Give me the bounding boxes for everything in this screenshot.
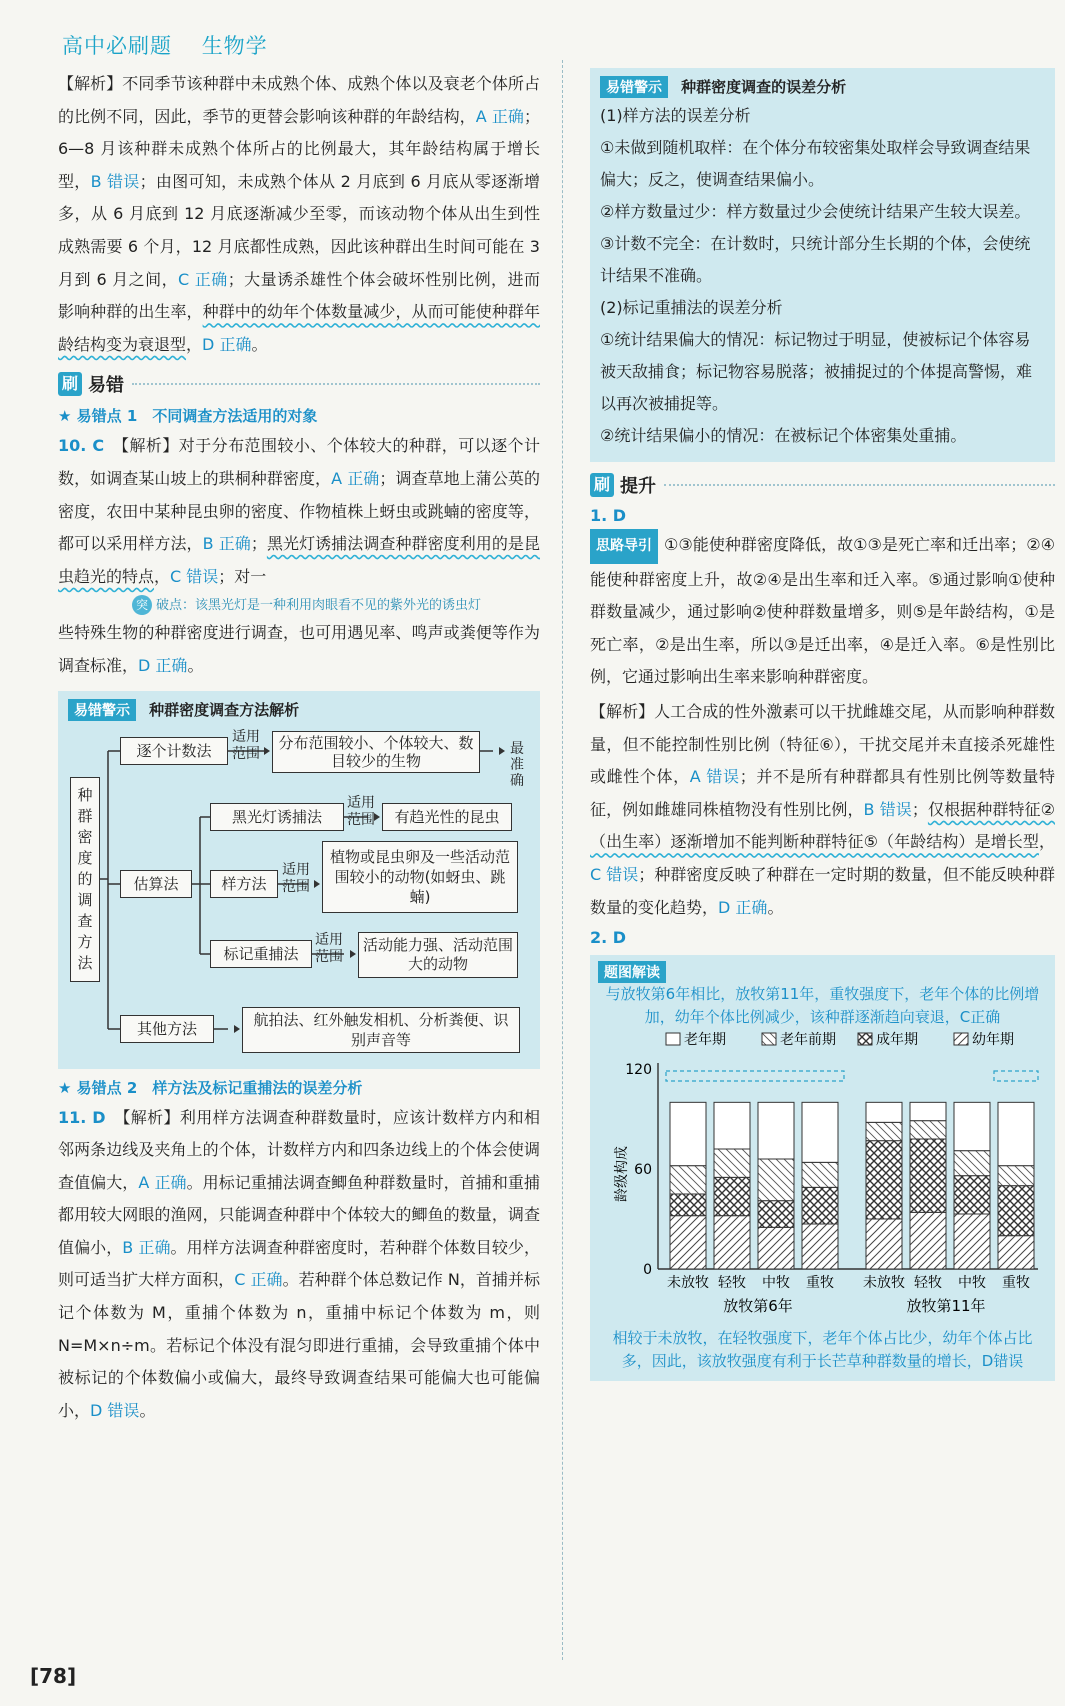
bar-segment (670, 1194, 706, 1216)
bar-segment (802, 1224, 838, 1269)
x-tick-label: 中牧 (958, 1275, 986, 1292)
bar-segment (714, 1216, 750, 1269)
bar-segment (866, 1122, 902, 1140)
breakthrough-icon: 突 (132, 595, 152, 615)
method-quadrat: 样方法 (210, 870, 278, 898)
bar-segment (802, 1162, 838, 1187)
q1-number: 1. D (590, 506, 627, 525)
y-tick-label: 60 (634, 1162, 652, 1179)
bar-segment (866, 1141, 902, 1219)
q2-number: 2. D (590, 928, 627, 948)
section-yicuo (58, 371, 540, 397)
page-number: [78] (30, 1664, 77, 1688)
chart-note-bottom: 相较于未放牧，在轻牧强度下，老年个体占比少，幼年个体占比多，因此，该放牧强度有利于长芒草种群数量的增长，D错误 (612, 1329, 1033, 1371)
figure-reading-box (590, 955, 1055, 1381)
method-count-scope: 分布范围较小、个体较大、数目较少的生物 (272, 731, 480, 773)
method-markrecapture: 标记重捕法 (210, 940, 312, 968)
error-line: (2)标记重捕法的误差分析 (600, 298, 783, 317)
bar-segment (866, 1102, 902, 1122)
warning-title-2: 种群密度调查的误差分析 (681, 78, 847, 96)
legend-swatch (666, 1033, 680, 1045)
error-line: ①未做到随机取样：在个体分布较密集处取样会导致调查结果偏大；反之，使调查结果偏小。 (600, 138, 1031, 189)
bar-segment (758, 1201, 794, 1228)
method-other-scope: 航拍法、红外触发相机、分析粪便、识别声音等 (242, 1007, 520, 1053)
bar-segment (758, 1227, 794, 1269)
bar-segment (670, 1102, 706, 1165)
bar-segment (910, 1121, 946, 1139)
x-tick-label: 未放牧 (863, 1275, 905, 1292)
bar-segment (910, 1212, 946, 1269)
bar-segment (670, 1166, 706, 1194)
error-line: (1)样方法的误差分析 (600, 106, 751, 125)
section-tag: 刷 (58, 372, 82, 396)
bar-segment (758, 1102, 794, 1159)
bar-segment (802, 1102, 838, 1162)
warning-box-methods (58, 691, 540, 1069)
q11-analysis: 11. D 【解析】利用样方法调查种群数量时，应该计数样方内和相邻两条边线及夹角上的个体，计数样方内和四条边线上的个体会使调查值偏大，A 正确。用标记重捕法调查鲫鱼种群数量时，首捕和重捕都用较大网眼的渔网，只能调查种群中个体较大的鲫鱼的数量，调查值偏小，B 正确。用样方法调查种群密度时，若种群个体数目较少，则可适当扩大样方面积，C 正确。若种群个体总数记作 N，首捕并标记个体数为 M，重捕个体数为 n，重捕中标记个体数为 m，则 N=M×n÷m。若标记个体没有混匀即进行重捕，会导致重捕个体中被标记的个体数偏小或偏大，最终导致调查结果可能偏大也可能偏小，D 错误。 (58, 1107, 540, 1420)
x-tick-label: 轻牧 (914, 1275, 942, 1292)
q1-analysis: 【解析】人工合成的性外激素可以干扰雌雄交尾，从而影响种群数量，但不能控制性别比例（特征⑥），干扰交尾并未直接杀死雄性或雌性个体，A 错误；并不是所有种群都具有性别比例等数量特征，例如雌雄同株植物没有性别比例，B 错误；仅根据种群特征②（出生率）逐渐增加不能判断种群特征⑤（年龄结构）是增长型，C 错误；种群密度反映了种群在一定时期的数量，但不能反映种群数量的变化趋势，D 正确。 (590, 701, 1055, 917)
error-line: ②统计结果偏小的情况：在被标记个体密集处重捕。 (600, 426, 967, 445)
group-label-year6: 放牧第6年 (723, 1297, 793, 1316)
x-tick-label: 中牧 (762, 1275, 790, 1292)
x-tick-label: 未放牧 (667, 1275, 709, 1292)
x-tick-label: 重牧 (1002, 1275, 1030, 1292)
left-column (58, 68, 540, 1429)
x-tick-label: 轻牧 (718, 1275, 746, 1292)
highlight-dashed-box (666, 1071, 844, 1081)
bar-segment (954, 1151, 990, 1176)
bar-segment (714, 1102, 750, 1149)
error-line: ③计数不完全：在计数时，只统计部分生长期的个体，会使统计结果不准确。 (600, 234, 1031, 285)
bar-segment (802, 1187, 838, 1224)
subject-title: 生物学 (201, 34, 268, 58)
y-axis-label: 龄级构成 (614, 1146, 630, 1203)
warning-tag: 易错警示 (68, 699, 136, 721)
q9-analysis: 【解析】不同季节该种群中未成熟个体、成熟个体以及衰老个体所占的比例不同，因此，季节的更替会影响该种群的年龄结构，A 正确；6—8 月该种群未成熟个体所占的比例最大，其年龄结构属于增长型，B 错误；由图可知，未成熟个体从 2 月底到 6 月底从零逐渐增多，从 6 月底到 12 月底逐渐减少至零，而该动物个体从出生到性成熟需要 6 个月，12 月底都性成熟，因此该种群出生时间可能在 3 月到 6 月之间，C 正确；大量诱杀雄性个体会破坏性别比例，进而影响种群的出生率，种群中的幼年个体数量减少，从而可能使种群年龄结构变为衰退型，D 正确。 (58, 74, 540, 354)
chart-note-top: 与放牧第6年相比，放牧第11年，重牧强度下，老年个体的比例增加，幼年个体比例减少，该种群逐渐趋向衰退，C正确 (605, 985, 1040, 1027)
method-lighttrap: 黑光灯诱捕法 (210, 803, 344, 831)
method-estimate: 估算法 (120, 870, 192, 898)
legend-swatch (858, 1033, 872, 1045)
bar-segment (910, 1139, 946, 1212)
bar-segment (954, 1176, 990, 1214)
section-name: 易错 (88, 375, 124, 397)
error-line: ②样方数量过少：样方数量过少会使统计结果产生较大误差。 (600, 202, 1031, 221)
method-markrecapture-scope: 活动能力强、活动范围大的动物 (358, 932, 518, 978)
y-tick-label: 120 (625, 1062, 652, 1079)
warning-title: 种群密度调查方法解析 (149, 700, 300, 719)
error-point-1: ★ 易错点 1 不同调查方法适用的对象 (58, 407, 318, 426)
method-tree-diagram: 种群密度的调查方法 逐个计数法 适用范围 分布范围较小、个体较大、数目较少的生物 最准确 估算法 黑光灯诱捕法 适用范围 有趋光性的昆虫 样方法 适用范围 植物或昆虫卵及一些活动范围较小的动物(如蚜虫、跳蝻) 标记重捕法 适用范围 活动能力强、活动范围大的动物 其他方法 航拍法、红外触发相机、分析粪便、识别声音等 (68, 729, 528, 1059)
error-line: ①统计结果偏大的情况：标记物过于明显，使被标记个体容易被天敌捕食；标记物容易脱落；被捕捉过的个体提高警惕，难以再次被捕捉等。 (600, 330, 1033, 413)
legend-label: 老年前期 (780, 1032, 836, 1049)
method-count-result: 最准确 (510, 740, 524, 789)
bar-segment (998, 1236, 1034, 1269)
book-title: 高中必刷题 (62, 34, 172, 58)
highlight-dashed-box (994, 1071, 1038, 1081)
bar-segment (714, 1177, 750, 1215)
bar-segment (954, 1214, 990, 1269)
warning-box-errors (590, 68, 1055, 462)
bar-segment (910, 1102, 946, 1120)
right-column (590, 68, 1055, 1381)
section-tisheng (590, 472, 1055, 498)
page-header (62, 30, 290, 60)
method-other: 其他方法 (120, 1015, 214, 1043)
legend-swatch (954, 1033, 968, 1045)
method-lighttrap-scope: 有趋光性的昆虫 (382, 803, 512, 831)
bar-segment (954, 1102, 990, 1150)
column-divider (562, 60, 563, 1660)
section-name-2: 提升 (620, 476, 656, 497)
group-label-year11: 放牧第11年 (906, 1297, 986, 1316)
figure-tag: 题图解读 (598, 961, 666, 983)
q10-analysis-cont: 些特殊生物的种群密度进行调查，也可用遇见率、鸣声或粪便等作为调查标准，D 正确。 (58, 623, 540, 675)
age-structure-chart (598, 1029, 1043, 1319)
bar-segment (866, 1219, 902, 1269)
error-point-2: ★ 易错点 2 样方法及标记重捕法的误差分析 (58, 1078, 363, 1097)
warning-tag-2: 易错警示 (600, 76, 668, 98)
legend-label: 成年期 (876, 1032, 918, 1049)
legend-label: 老年期 (684, 1032, 726, 1049)
legend-swatch (762, 1033, 776, 1045)
bar-segment (758, 1159, 794, 1201)
bar-segment (998, 1166, 1034, 1186)
x-tick-label: 重牧 (806, 1275, 834, 1292)
q1-thinking: 思路导引 ①③能使种群密度降低，故①③是死亡率和迁出率；②④能使种群密度上升，故②④是出生率和迁入率。⑤通过影响①使种群数量减少，通过影响②使种群数量增多，则⑤是年龄结构，①是死亡率，②是出生率，所以③是迁出率，④是迁入率。⑥是性别比例，它通过影响出生率来影响种群密度。 (590, 529, 1055, 694)
thinking-tag: 思路导引 (590, 529, 658, 564)
tree-root: 种群密度的调查方法 (70, 777, 100, 982)
method-quadrat-scope: 植物或昆虫卵及一些活动范围较小的动物(如蚜虫、跳蝻) (322, 841, 518, 913)
bar-segment (998, 1186, 1034, 1236)
y-tick-label: 0 (643, 1262, 652, 1279)
method-count: 逐个计数法 (120, 737, 228, 765)
bar-segment (714, 1149, 750, 1177)
bar-segment (998, 1102, 1034, 1165)
bar-segment (670, 1216, 706, 1269)
section-tag-2: 刷 (590, 473, 614, 497)
q10-analysis: 10. C 【解析】对于分布范围较小、个体较大的种群，可以逐个计数，如调查某山坡上的珙桐种群密度，A 正确；调查草地上蒲公英的密度，农田中某种昆虫卵的密度、作物植株上蚜虫或跳蝻的密度等，都可以采用样方法，B 正确；黑光灯诱捕法调查种群密度利用的是昆虫趋光的特点，C 错误；对一 (58, 436, 540, 586)
legend-label: 幼年期 (972, 1032, 1014, 1049)
breakthrough-note: 突 破点：该黑光灯是一种利用肉眼看不见的紫外光的诱虫灯 (132, 595, 540, 617)
